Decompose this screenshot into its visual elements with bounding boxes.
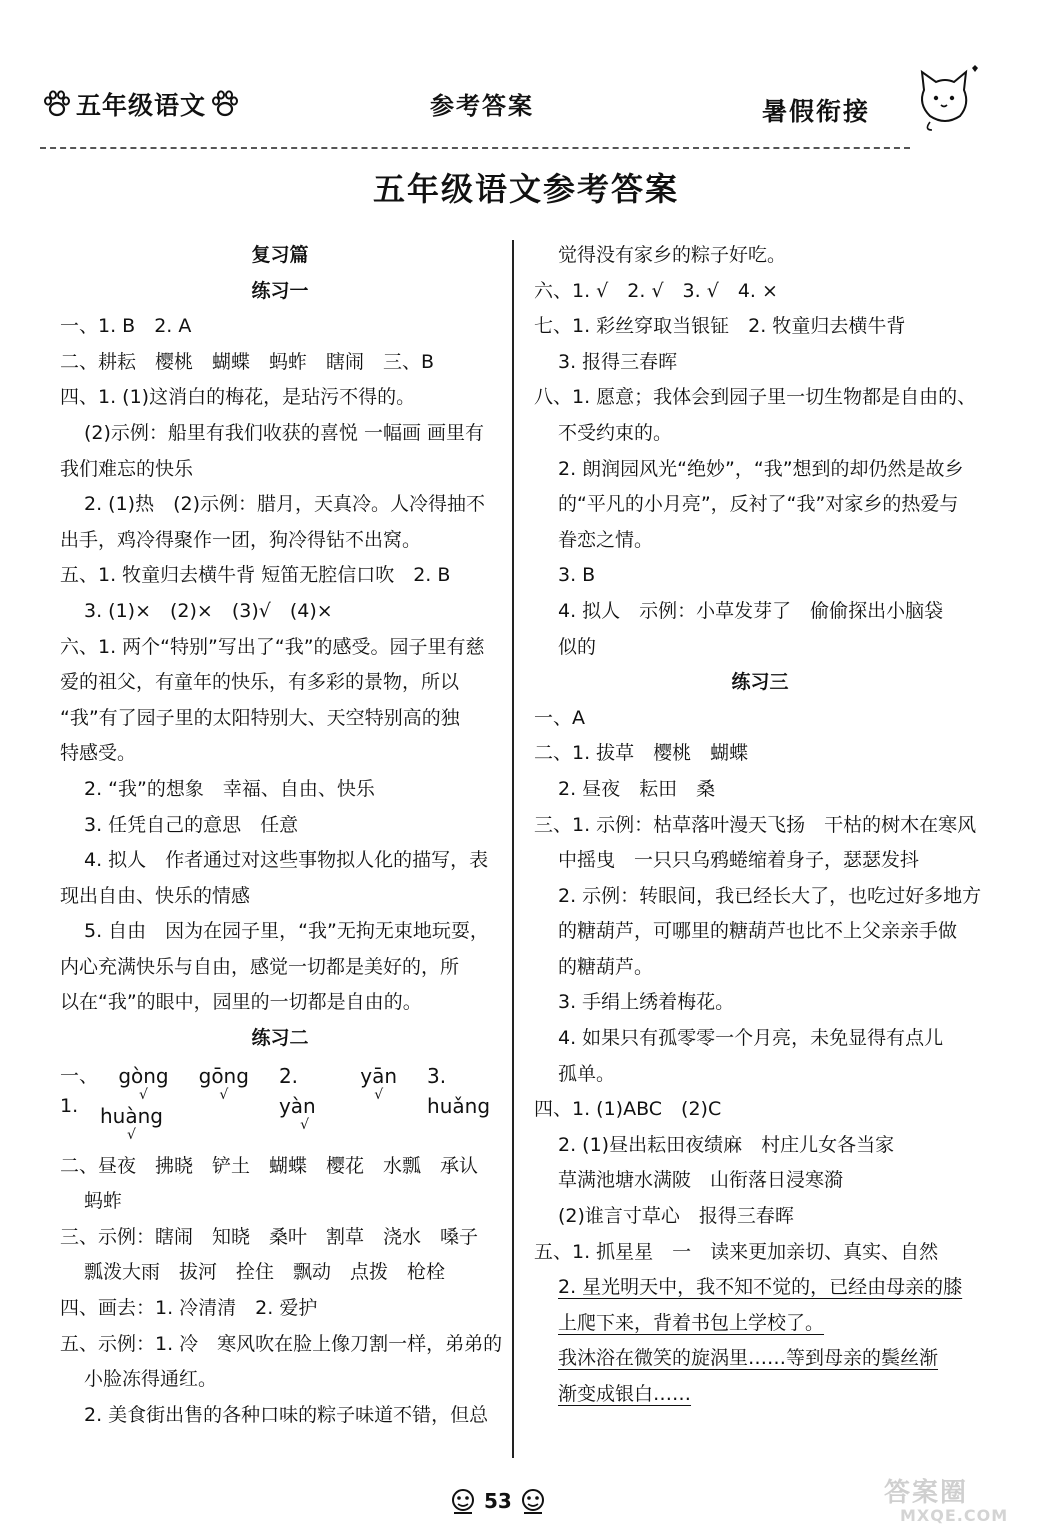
answer-line: 出手，鸡冷得聚作一团，狗冷得钻不出窝。 <box>60 528 422 551</box>
answer-line: 2. (1)昼出耘田夜绩麻 村庄儿女各当家 <box>558 1133 895 1156</box>
answer-line: 2. 星光明天中，我不知不觉的，已经由母亲的膝 <box>558 1276 963 1299</box>
pinyin-text: gòng <box>118 1063 169 1088</box>
answer-line: 3. B <box>558 564 596 587</box>
pinyin-text: 2. yàn <box>278 1063 316 1118</box>
watermark-bottom: MXQE.COM <box>900 1506 1009 1525</box>
paw-icon <box>42 90 72 118</box>
answer-line: 现出自由、快乐的情感 <box>60 884 251 907</box>
pinyin-item <box>279 1061 330 1131</box>
answer-line: “我”有了园子里的太阳特别大、天空特别高的独 <box>60 706 460 729</box>
part-heading: 复习篇 <box>251 244 309 266</box>
paw-icon <box>210 90 240 118</box>
answer-line: 小脸冻得通红。 <box>84 1368 218 1391</box>
answer-line: 蚂蚱 <box>84 1190 123 1213</box>
cartoon-deco-icon <box>448 1486 478 1516</box>
answer-line: 中摇曳 一只只乌鸦蜷缩着身子，瑟瑟发抖 <box>558 849 920 872</box>
answer-line: 似的 <box>558 635 597 658</box>
pinyin-item <box>427 1061 500 1121</box>
answer-line: 二、耕耘 樱桃 蝴蝶 蚂蚱 瞎闹 三、B <box>60 350 435 373</box>
pinyin-item <box>100 1101 163 1149</box>
page-footer <box>448 1486 548 1516</box>
answer-line: 3. (1)× (2)× (3)√ (4)× <box>84 599 333 622</box>
answer-line: 不受约束的。 <box>558 421 673 444</box>
answer-line: (2)谁言寸草心 报得三春晖 <box>558 1205 794 1228</box>
answer-line: 2. 示例：转眼间，我已经长大了，也吃过好多地方 <box>558 884 982 907</box>
answer-line: 四、1. (1)ABC (2)C <box>534 1098 722 1121</box>
section-heading: 练习三 <box>731 671 789 694</box>
answer-line: 特感受。 <box>60 742 137 765</box>
answer-line: 草满池塘水满陂 山衔落日浸寒漪 <box>558 1169 844 1192</box>
answer-line: 的糖葫芦，可哪里的糖葫芦也比不上父亲亲手做 <box>558 920 958 943</box>
section-heading: 练习一 <box>251 279 309 302</box>
answer-line: 2. (1)热 (2)示例：腊月，天真冷。人冷得抽不 <box>84 493 485 516</box>
pinyin-prefix: 一、1. <box>60 1064 99 1117</box>
answer-line: 二、昼夜 拂晓 铲土 蝴蝶 樱花 水瓢 承认 <box>60 1154 479 1177</box>
cartoon-deco-icon <box>518 1486 548 1516</box>
answer-line: 我沐浴在微笑的旋涡里……等到母亲的鬓丝渐 <box>558 1347 939 1370</box>
answer-line: 渐变成银白…… <box>558 1383 692 1405</box>
answer-line: 2. 美食街出售的各种口味的粽子味道不错，但总 <box>84 1403 489 1426</box>
check-mark: √ <box>300 1116 310 1133</box>
cat-mascot-icon <box>910 60 980 132</box>
answer-line: 觉得没有家乡的粽子好吃。 <box>558 244 787 266</box>
answer-line: 我们难忘的快乐 <box>60 457 194 480</box>
header-left <box>42 86 240 122</box>
answer-line: 孤单。 <box>558 1062 616 1085</box>
answer-line: 四、画去：1. 冷清清 2. 爱护 <box>60 1297 318 1320</box>
answer-line: 六、1. 两个“特别”写出了“我”的感受。园子里有慈 <box>60 635 485 658</box>
pinyin-text: 3. huǎng <box>427 1063 491 1118</box>
pinyin-item <box>360 1061 397 1101</box>
pinyin-item <box>118 1061 168 1101</box>
watermark-top: 答案圈 <box>884 1478 969 1508</box>
answer-line: 七、1. 彩丝穿取当银钲 2. 牧童归去横牛背 <box>534 315 906 338</box>
answer-line: 3. 手绢上绣着梅花。 <box>558 991 735 1014</box>
answer-line: 八、1. 愿意；我体会到园子里一切生物都是自由的、 <box>534 386 977 409</box>
pinyin-text: gōng <box>198 1063 249 1088</box>
watermark <box>880 1472 1040 1528</box>
answer-line: (2)示例：船里有我们收获的喜悦 一幅画 画里有 <box>84 421 484 444</box>
answer-line: 3. 报得三春晖 <box>558 350 678 373</box>
answer-line: 三、1. 示例：枯草落叶漫天飞扬 干枯的树木在寒风 <box>534 813 977 836</box>
answer-line: 五、示例：1. 冷 寒风吹在脸上像刀割一样，弟弟的 <box>60 1332 503 1355</box>
answer-line: 5. 自由 因为在园子里，“我”无拘无束地玩耍， <box>84 920 489 943</box>
header-right-title: 暑假衔接 <box>762 97 871 126</box>
answer-line: 三、示例：瞎闹 知晓 桑叶 割草 浇水 嗓子 <box>60 1225 479 1248</box>
answer-line: 2. 朗润园风光“绝妙”，“我”想到的却仍然是故乡 <box>558 457 964 480</box>
answer-line: 瓢泼大雨 拔河 拴住 飘动 点拨 枪栓 <box>84 1261 446 1284</box>
answer-line: 爱的祖父，有童年的快乐，有多彩的景物，所以 <box>60 671 460 694</box>
check-mark: √ <box>219 1086 229 1103</box>
answer-line: 眷恋之情。 <box>558 528 654 551</box>
answer-line: 的糖葫芦。 <box>558 955 654 978</box>
answer-line: 五、1. 牧童归去横牛背 短笛无腔信口吹 2. B <box>60 564 451 587</box>
page-header <box>0 0 1052 150</box>
answer-line: 的“平凡的小月亮”，反衬了“我”对家乡的热爱与 <box>558 493 959 516</box>
answer-line: 一、1. B 2. A <box>60 315 192 338</box>
answer-line: 2. “我”的想象 幸福、自由、快乐 <box>84 777 375 800</box>
answer-line: 四、1. (1)这消白的梅花，是玷污不得的。 <box>60 386 416 409</box>
answer-line: 3. 任凭自己的意思 任意 <box>84 813 299 836</box>
answer-line: 内心充满快乐与自由，感觉一切都是美好的，所 <box>60 955 460 978</box>
header-center-title: 参考答案 <box>430 92 534 120</box>
section-heading: 练习二 <box>251 1027 309 1050</box>
answer-line: 以在“我”的眼中，园里的一切都是自由的。 <box>60 991 422 1014</box>
pinyin-text: yān <box>360 1063 398 1088</box>
answer-line: 2. 昼夜 耘田 桑 <box>558 777 716 800</box>
answer-line: 一、A <box>534 706 585 729</box>
page-number: 53 <box>484 1489 512 1513</box>
answer-line: 上爬下来，背着书包上学校了。 <box>558 1311 825 1334</box>
check-mark: √ <box>374 1086 384 1103</box>
check-mark: √ <box>139 1086 148 1103</box>
right-column <box>534 238 986 1413</box>
answer-line: 4. 拟人 示例：小草发芽了 偷偷探出小脑袋 <box>558 599 944 622</box>
column-divider <box>512 240 514 1458</box>
answer-line: 4. 如果只有孤零零一个月亮，未免显得有点儿 <box>558 1027 944 1050</box>
answer-line: 六、1. √ 2. √ 3. √ 4. × <box>534 279 778 302</box>
pinyin-text: huàng <box>100 1103 163 1128</box>
page-title: 五年级语文参考答案 <box>372 170 679 208</box>
check-mark: √ <box>127 1126 136 1143</box>
answer-line: 二、1. 拔草 樱桃 蝴蝶 <box>534 742 749 765</box>
answer-line: 五、1. 抓星星 一 读来更加亲切、真实、自然 <box>534 1240 939 1263</box>
pinyin-item <box>199 1061 249 1101</box>
left-column <box>60 238 503 1433</box>
header-divider <box>40 147 910 149</box>
answer-line: 4. 拟人 作者通过对这些事物拟人化的描写，表 <box>84 849 489 872</box>
header-left-title: 五年级语文 <box>76 91 207 120</box>
